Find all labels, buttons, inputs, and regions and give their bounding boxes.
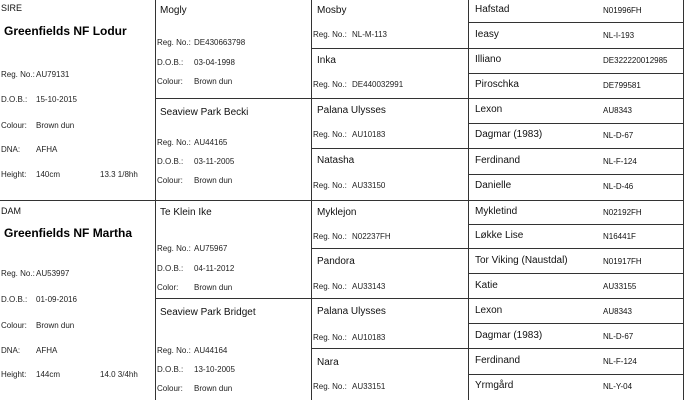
height-label: Height: bbox=[1, 370, 27, 379]
grandparent-name: Seaview Park Becki bbox=[160, 107, 249, 118]
row-divider bbox=[468, 123, 684, 124]
reg-label: Reg. No.: bbox=[313, 30, 347, 39]
gen4-name: Yrmgård bbox=[475, 380, 514, 391]
dam-dna: AFHA bbox=[36, 346, 58, 355]
gen4-reg: NL-D-67 bbox=[603, 332, 634, 341]
reg-label: Reg. No.: bbox=[313, 282, 347, 291]
row-divider bbox=[155, 298, 311, 299]
dob-label: D.O.B.: bbox=[157, 264, 184, 273]
dam-colour: Brown dun bbox=[36, 321, 75, 330]
grandparent-dob: 04-11-2012 bbox=[194, 264, 235, 273]
great-grandparent-name: Myklejon bbox=[317, 207, 357, 218]
row-divider bbox=[311, 48, 468, 49]
sire-height: 140cm bbox=[36, 170, 61, 179]
grandparent-name: Mogly bbox=[160, 5, 187, 16]
sire-dna: AFHA bbox=[36, 145, 58, 154]
great-grandparent-name: Pandora bbox=[317, 256, 355, 267]
gen4-reg: AU8343 bbox=[603, 106, 632, 115]
great-grandparent-reg: AU33150 bbox=[352, 181, 386, 190]
colour-label: Colour: bbox=[157, 384, 183, 393]
grandparent-colour: Brown dun bbox=[194, 283, 233, 292]
grandparent-reg: AU44164 bbox=[194, 346, 228, 355]
great-grandparent-reg: AU10183 bbox=[352, 333, 386, 342]
reg-label: Reg. No.: bbox=[313, 130, 347, 139]
sire-name: Greenfields NF Lodur bbox=[4, 24, 127, 38]
gen4-reg: N16441F bbox=[603, 232, 636, 241]
great-grandparent-reg: DE440032991 bbox=[352, 80, 404, 89]
dob-label: D.O.B.: bbox=[1, 95, 28, 104]
gen4-name: Dagmar (1983) bbox=[475, 129, 543, 140]
great-grandparent-name: Palana Ulysses bbox=[317, 306, 386, 317]
row-divider bbox=[311, 148, 468, 149]
gen4-reg: NL-D-46 bbox=[603, 182, 634, 191]
grandparent-reg: AU44165 bbox=[194, 138, 228, 147]
row-divider bbox=[468, 248, 684, 249]
row-divider bbox=[468, 148, 684, 149]
dob-label: D.O.B.: bbox=[157, 157, 184, 166]
great-grandparent-reg: AU33143 bbox=[352, 282, 386, 291]
colour-label: Colour: bbox=[157, 176, 183, 185]
gen4-reg: NL-I-193 bbox=[603, 31, 635, 40]
grandparent-colour: Brown dun bbox=[194, 384, 233, 393]
row-divider bbox=[468, 224, 684, 225]
reg-label: Reg. No.: bbox=[313, 181, 347, 190]
sire-dob: 15-10-2015 bbox=[36, 95, 77, 104]
colour-label: Color: bbox=[157, 283, 179, 292]
dam-height-hh: 14.0 3/4hh bbox=[100, 370, 138, 379]
dam-height: 144cm bbox=[36, 370, 61, 379]
row-divider bbox=[468, 98, 684, 99]
gen4-reg: N01917FH bbox=[603, 257, 642, 266]
reg-label: Reg. No.: bbox=[313, 232, 347, 241]
gen4-reg: AU8343 bbox=[603, 307, 632, 316]
reg-label: Reg. No.: bbox=[1, 269, 35, 278]
dam-name: Greenfields NF Martha bbox=[4, 226, 133, 240]
colour-label: Colour: bbox=[157, 77, 183, 86]
great-grandparent-name: Natasha bbox=[317, 155, 355, 166]
height-label: Height: bbox=[1, 170, 27, 179]
dam-section-label: DAM bbox=[1, 206, 21, 216]
row-divider bbox=[468, 200, 684, 201]
gen4-name: Ferdinand bbox=[475, 355, 521, 366]
reg-label: Reg. No.: bbox=[157, 38, 191, 47]
row-divider bbox=[468, 323, 684, 324]
sire-section-label: SIRE bbox=[1, 3, 23, 13]
gen4-reg: N02192FH bbox=[603, 208, 642, 217]
row-divider bbox=[311, 98, 468, 99]
row-divider bbox=[468, 22, 684, 23]
gen4-name: Tor Viking (Naustdal) bbox=[475, 255, 568, 266]
great-grandparent-reg: N02237FH bbox=[352, 232, 391, 241]
row-divider bbox=[468, 273, 684, 274]
grandparent-dob: 03-11-2005 bbox=[194, 157, 235, 166]
row-divider bbox=[155, 200, 311, 201]
dob-label: D.O.B.: bbox=[157, 365, 184, 374]
row-divider bbox=[468, 298, 684, 299]
great-grandparent-reg: AU33151 bbox=[352, 382, 386, 391]
row-divider bbox=[468, 73, 684, 74]
grandparent-name: Te Klein Ike bbox=[160, 207, 212, 218]
grandparent-reg: AU75967 bbox=[194, 244, 228, 253]
gen4-reg: NL-D-67 bbox=[603, 131, 634, 140]
gen4-reg: AU33155 bbox=[603, 282, 637, 291]
gen4-reg: NL-F-124 bbox=[603, 357, 637, 366]
gen4-reg: DE322220012985 bbox=[603, 56, 668, 65]
grandparent-colour: Brown dun bbox=[194, 176, 233, 185]
great-grandparent-reg: NL-M-113 bbox=[352, 30, 387, 39]
gen4-name: Illiano bbox=[475, 54, 502, 65]
row-divider bbox=[468, 374, 684, 375]
reg-label: Reg. No.: bbox=[313, 80, 347, 89]
row-divider bbox=[468, 348, 684, 349]
gen4-reg: N01996FH bbox=[603, 6, 642, 15]
reg-label: Reg. No.: bbox=[157, 244, 191, 253]
gen4-name: Lexon bbox=[475, 104, 503, 115]
gen4-name: Mykletind bbox=[475, 206, 518, 217]
sire-height-hh: 13.3 1/8hh bbox=[100, 170, 138, 179]
colour-label: Colour: bbox=[1, 321, 27, 330]
reg-label: Reg. No.: bbox=[313, 382, 347, 391]
reg-label: Reg. No.: bbox=[313, 333, 347, 342]
gen4-reg: DE799581 bbox=[603, 81, 641, 90]
sire-colour: Brown dun bbox=[36, 121, 75, 130]
row-divider bbox=[0, 200, 155, 201]
sire-reg: AU79131 bbox=[36, 70, 70, 79]
reg-label: Reg. No.: bbox=[1, 70, 35, 79]
row-divider bbox=[468, 174, 684, 175]
grandparent-colour: Brown dun bbox=[194, 77, 233, 86]
gen4-reg: NL-F-124 bbox=[603, 157, 637, 166]
row-divider bbox=[311, 200, 468, 201]
great-grandparent-name: Mosby bbox=[317, 5, 347, 16]
gen4-name: Danielle bbox=[475, 180, 512, 191]
grandparent-name: Seaview Park Bridget bbox=[160, 307, 256, 318]
dam-reg: AU53997 bbox=[36, 269, 70, 278]
great-grandparent-reg: AU10183 bbox=[352, 130, 386, 139]
great-grandparent-name: Nara bbox=[317, 357, 339, 368]
gen4-name: Katie bbox=[475, 280, 498, 291]
great-grandparent-name: Inka bbox=[317, 55, 336, 66]
gen4-name: Ieasy bbox=[475, 29, 499, 40]
gen4-name: Piroschka bbox=[475, 79, 519, 90]
row-divider bbox=[155, 98, 311, 99]
dam-dob: 01-09-2016 bbox=[36, 295, 77, 304]
grandparent-reg: DE430663798 bbox=[194, 38, 246, 47]
row-divider bbox=[468, 48, 684, 49]
grandparent-dob: 03-04-1998 bbox=[194, 58, 235, 67]
reg-label: Reg. No.: bbox=[157, 138, 191, 147]
row-divider bbox=[311, 348, 468, 349]
gen4-reg: NL-Y-04 bbox=[603, 382, 633, 391]
colour-label: Colour: bbox=[1, 121, 27, 130]
dna-label: DNA: bbox=[1, 145, 21, 154]
grandparent-dob: 13-10-2005 bbox=[194, 365, 235, 374]
gen4-name: Hafstad bbox=[475, 4, 510, 15]
gen4-name: Lexon bbox=[475, 305, 503, 316]
row-divider bbox=[311, 248, 468, 249]
gen4-name: Ferdinand bbox=[475, 155, 521, 166]
dna-label: DNA: bbox=[1, 346, 21, 355]
row-divider bbox=[311, 298, 468, 299]
gen4-name: Løkke Lise bbox=[475, 230, 524, 241]
gen4-name: Dagmar (1983) bbox=[475, 330, 543, 341]
great-grandparent-name: Palana Ulysses bbox=[317, 105, 386, 116]
dob-label: D.O.B.: bbox=[157, 58, 184, 67]
reg-label: Reg. No.: bbox=[157, 346, 191, 355]
dob-label: D.O.B.: bbox=[1, 295, 28, 304]
